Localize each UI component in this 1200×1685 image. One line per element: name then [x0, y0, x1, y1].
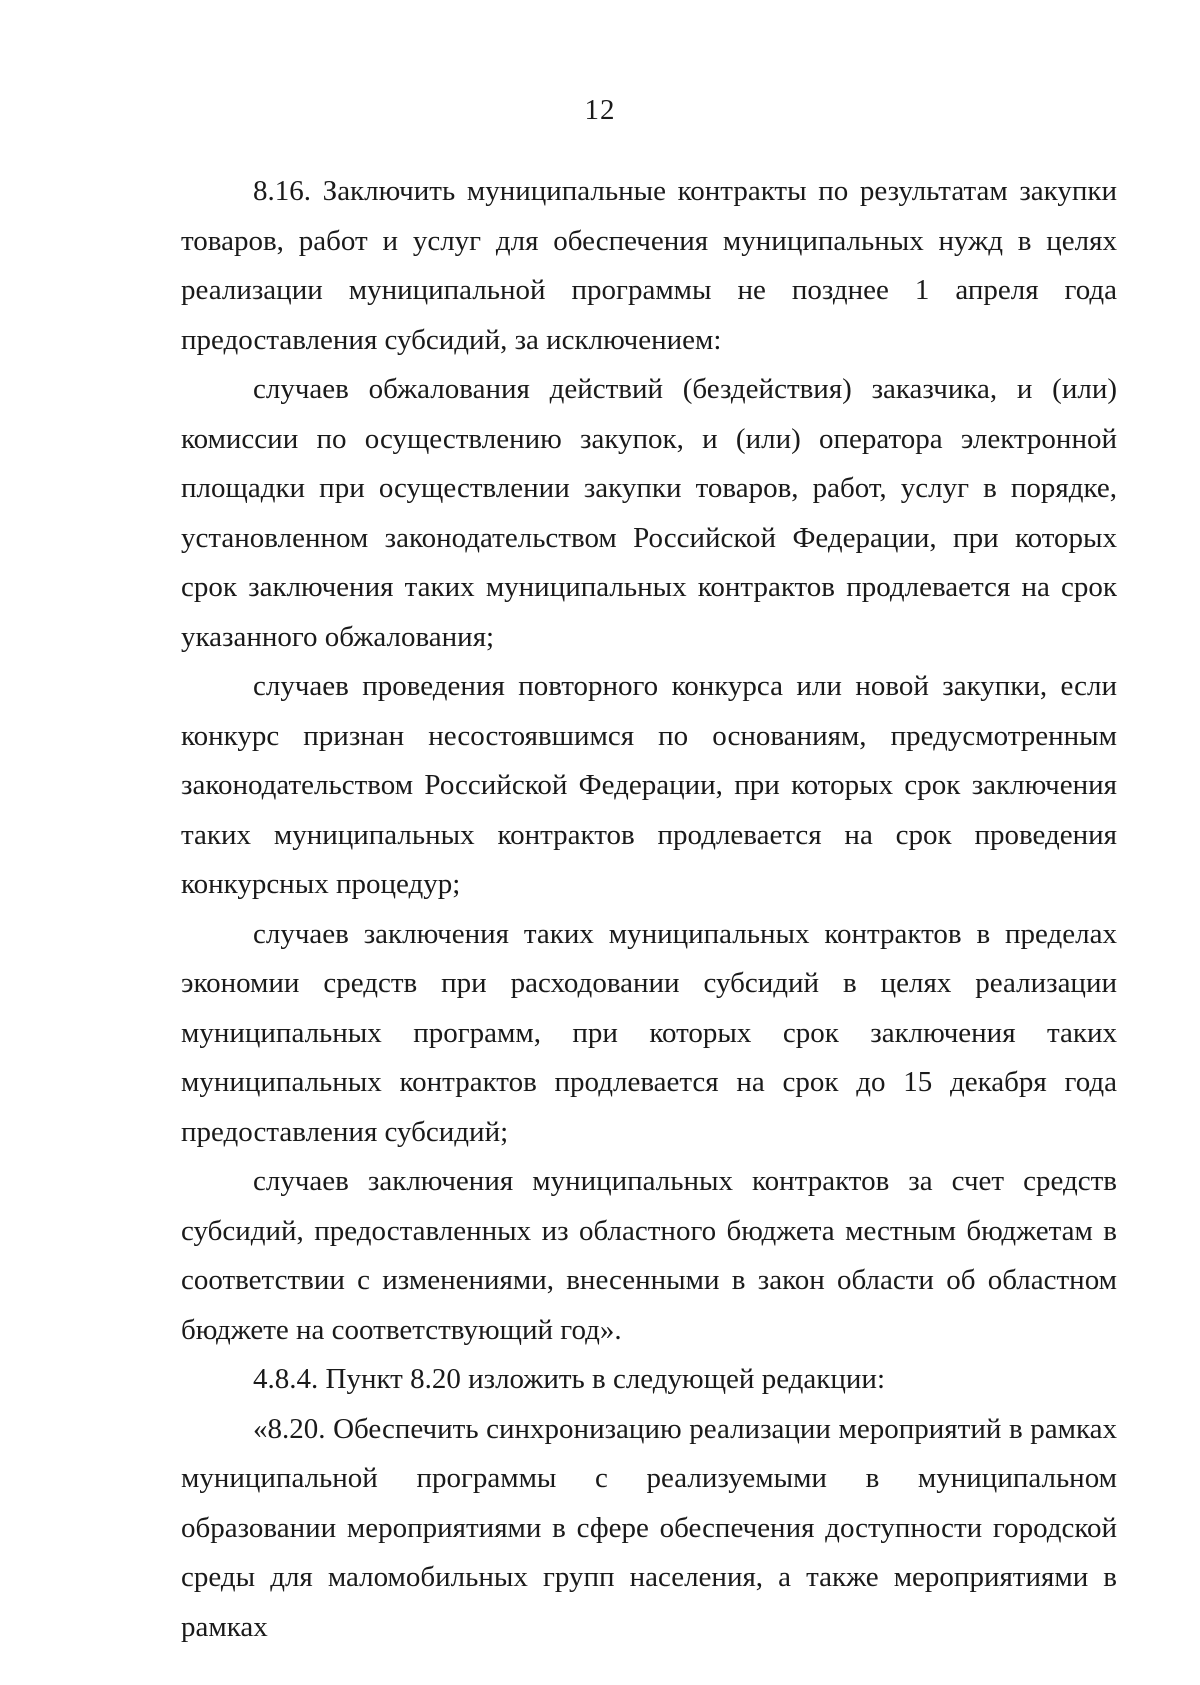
paragraph-8-20: «8.20. Обеспечить синхронизацию реализации мероприятий в рамках муниципальной программы с реализуемыми в муниципальном образовании мероприятиями в сфере обеспечения доступности городской среды для маломобильных групп населения, а также мероприятиями в рамках	[181, 1412, 1117, 1643]
document-body	[181, 167, 1117, 1652]
paragraph-exception-repeat-tender: случаев проведения повторного конкурса или новой закупки, если конкурс признан несостоявшимся по основаниям, предусмотренным законодательством Российской Федерации, при которых срок заключения таких муниципальных контрактов продлевается на срок проведения конкурсных процедур;	[181, 670, 1117, 900]
paragraph-8-16: 8.16. Заключить муниципальные контракты по результатам закупки товаров, работ и услуг для обеспечения муниципальных нужд в целях реализации муниципальной программы не позднее 1 апреля года предоставления субсидий, за исключением:	[181, 175, 1117, 356]
page-number: 12	[584, 94, 616, 126]
paragraph-exception-appeal: случаев обжалования действий (бездействия) заказчика, и (или) комиссии по осуществлению закупок, и (или) оператора электронной площадки при осуществлении закупки товаров, работ, услуг в порядке, установленном законодательством Российской Федерации, при которых срок заключения таких муниципальных контрактов продлевается на срок указанного обжалования;	[181, 373, 1117, 653]
paragraph-exception-savings: случаев заключения таких муниципальных контрактов в пределах экономии средств при расходовании субсидий в целях реализации муниципальных программ, при которых срок заключения таких муниципальных контрактов продлевается на срок до 15 декабря года предоставления субсидий;	[181, 917, 1117, 1148]
paragraph-exception-regional-budget: случаев заключения муниципальных контрактов за счет средств субсидий, предоставленных из областного бюджета местным бюджетам в соответствии с изменениями, внесенными в закон области об областном бюджете на соответствующий год».	[181, 1165, 1117, 1346]
paragraph-4-8-4: 4.8.4. Пункт 8.20 изложить в следующей редакции:	[253, 1363, 886, 1395]
